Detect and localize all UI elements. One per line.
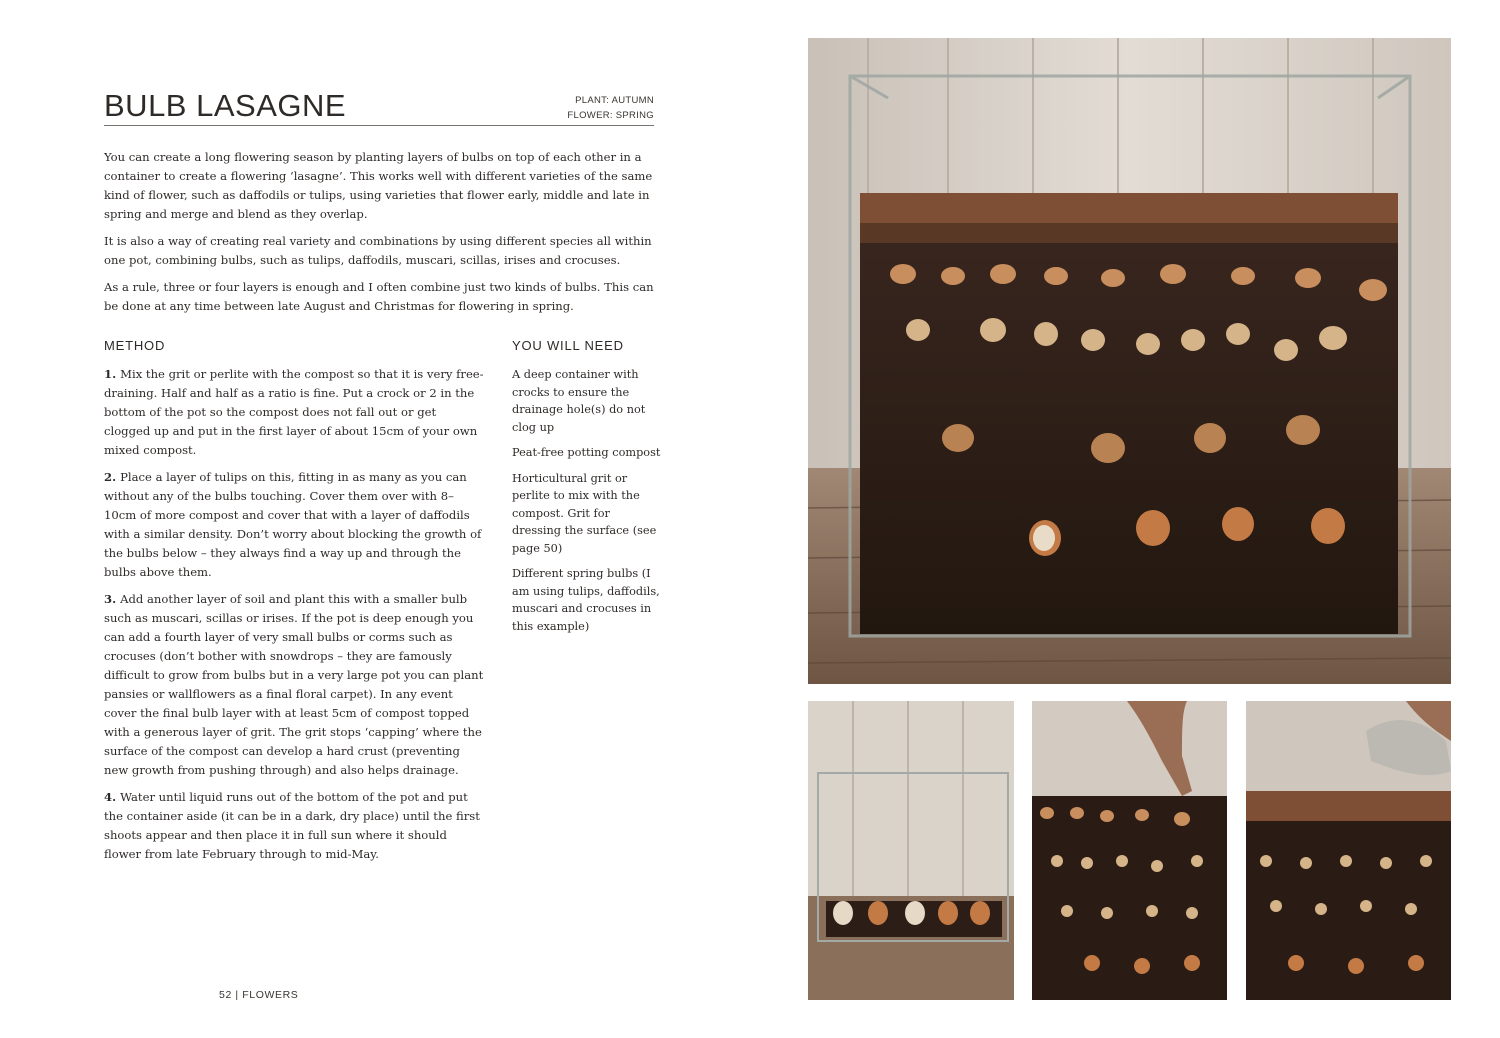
- need-item: A deep container with crocks to ensure the drainage hole(s) do not clog up: [512, 368, 646, 434]
- step-photo-placing-bulbs: [1032, 701, 1227, 1000]
- method-step: 3. Add another layer of soil and plant this with a smaller bulb such as muscari, scillas or irises. If the pot is deep enough you can add a fourth layer of very small bulbs or corms such as crocuses (don’t bother with snowdrops – they are famously difficult to grow from bulbs but in a very large pot you can plant pansies or wallflowers as a final floral carpet). In any event cover the final bulb layer with at least 5cm of compost topped with a generous layer of grit. The grit stops ‘capping’ where the surface of the compost can develop a hard crust (preventing new growth from pushing through) and also helps drainage.: [104, 592, 484, 777]
- method-step: 1. Mix the grit or perlite with the compost so that it is very free-draining. Half and half as a ratio is fine. Put a crock or 2 in the bottom of the pot so the compost does not fall out or get clogged up and put in the first layer of about 15cm of your own mixed compost.: [104, 367, 484, 457]
- tank-first-layer-image: [808, 701, 1014, 1000]
- intro-paragraph: It is also a way of creating real variety and combinations by using different species all within one pot, combining bulbs, such as tulips, daffodils, muscari, scillas, irises and crocuses.: [104, 234, 652, 267]
- method-step: 4. Water until liquid runs out of the bottom of the pot and put the container aside (it can be in a dark, dry place) until the first shoots appear and then place it in full sun where it should flower from late February through to mid-May.: [104, 790, 480, 861]
- intro-paragraph: You can create a long flowering season by planting layers of bulbs on top of each other in a container to create a flowering ‘lasagne’. This works well with different varieties of the same kind of flower, such as daffodils or tulips, using varieties that flower early, middle and late in spring and merge and blend as they overlap.: [104, 150, 653, 221]
- section-name: FLOWERS: [242, 989, 299, 1001]
- need-item: Peat-free potting compost: [512, 446, 661, 459]
- method-step: 2. Place a layer of tulips on this, fitting in as many as you can without any of the bulbs touching. Cover them over with 8–10cm of more compost and cover that with a layer of daffodils with a similar density. Don’t worry about blocking the growth of the bulbs below – they always find a way up and through the bulbs above them.: [104, 470, 482, 579]
- intro-text: [104, 148, 656, 324]
- page-footer: [219, 989, 298, 1001]
- season-meta: [567, 93, 654, 123]
- need-item: Different spring bulbs (I am using tulips, daffodils, muscari and crocuses in this example): [512, 567, 660, 633]
- plant-season: PLANT: AUTUMN: [575, 95, 654, 106]
- flower-season: FLOWER: SPRING: [567, 110, 654, 121]
- page-number: 52: [219, 989, 232, 1001]
- you-will-need-heading: YOU WILL NEED: [512, 338, 624, 353]
- main-photo-bulb-layers: [808, 38, 1451, 684]
- need-item: Horticultural grit or perlite to mix with the compost. Grit for dressing the surface (see page 50): [512, 471, 657, 555]
- method-steps: [104, 365, 486, 872]
- method-heading: METHOD: [104, 338, 166, 353]
- grit-topping-image: [1246, 701, 1451, 1000]
- step-photo-adding-grit: [1246, 701, 1451, 1000]
- title-divider: [104, 125, 654, 126]
- page-title: BULB LASAGNE: [104, 88, 347, 123]
- hand-placing-bulbs-image: [1032, 701, 1227, 1000]
- step-photo-tulip-layer: [808, 701, 1014, 1000]
- footer-separator: |: [235, 989, 239, 1001]
- you-will-need-list: [512, 366, 662, 643]
- glass-tank-image: [808, 38, 1451, 684]
- intro-paragraph: As a rule, three or four layers is enough and I often combine just two kinds of bulbs. This can be done at any time between late August and Christmas for flowering in spring.: [104, 280, 654, 313]
